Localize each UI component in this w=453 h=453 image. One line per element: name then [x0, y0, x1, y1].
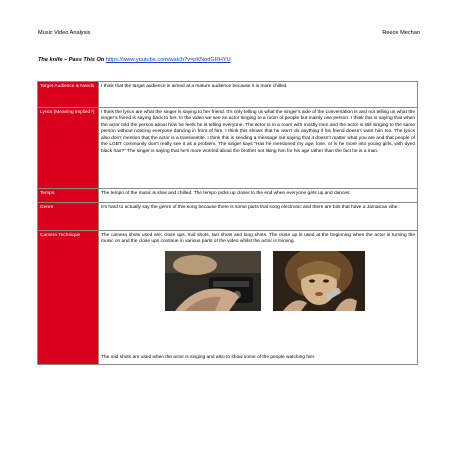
table-row	[38, 82, 418, 108]
row-text-lyrics: I think the lyrics are what the singer is saying to her friend. It’s only telling us what the singer’s side of the conversation is and not telling us what the singer’s friend is saying back to her. In the video we see an actor singing to a room of people but mainly one person. I think this is saying that when the actor told the person about how he feels he is telling everyone. The actor is in a room with mostly men and the actor is still singing to the same person without noticing everyone dancing in front of him. I think this shows that he won’t do anything if his friend doesn’t want him too. The lyrics also don’t mention that the actor is a transvestite. I think this is sending a message out saying that it doesn’t matter what you are and that people of the LGBT community don’t really see it as a problem. The singer says “Has he mentioned my age, love, or is he more into young girls, with dyed black hair?” The singer is saying that he’s more worried about the brother not liking him for his age rather than the fact he is a man.	[99, 108, 418, 189]
song-title: The knife – Pass This On	[38, 57, 105, 63]
still-close-up-singer	[273, 251, 365, 311]
table-row	[38, 189, 418, 203]
row-label-genre: Genre	[38, 203, 99, 231]
table-row	[38, 108, 418, 189]
still-close-up-hands	[165, 251, 261, 311]
row-label-camera: Camera Technique	[38, 231, 99, 365]
row-text-genre: It’s hard to actually say the genre of this song because there is some parts that song electronic and there are bits that have a Jamaican vibe.	[99, 203, 418, 231]
analysis-table	[37, 81, 418, 365]
doc-title: Music Video Analysis	[38, 30, 91, 36]
table-row	[38, 231, 418, 365]
table-row	[38, 203, 418, 231]
row-text-target-audience: I think that the target audience is aimed at a mature audience because it is more chilled.	[99, 82, 418, 108]
row-text-tempo: The tempo of the music is slow and chilled. The tempo picks up closer to the end when everyone gets up and dances.	[99, 189, 418, 203]
song-line	[38, 57, 231, 63]
camera-text: The camera shots used are; close ups, mid shots, two shots and long shots. The close up is used at the beginning when the actor is turning the music on and the close ups continue in various parts of the video whilst the actor is miming.	[101, 232, 415, 245]
camera-text-bottom: The mid shots are used when the actor is singing and also to show some of the people watching him.	[101, 355, 316, 361]
song-link[interactable]: https://www.youtube.com/watch?v=pKNodGRHYU	[105, 57, 231, 63]
row-label-tempo: Tempo	[38, 189, 99, 203]
row-label-target-audience: Target Audience & Needs	[38, 82, 99, 108]
video-stills	[147, 251, 407, 311]
row-text-camera	[99, 231, 418, 365]
author-name: Reece Mechan	[382, 30, 420, 36]
row-label-lyrics: Lyrics (Meaning implied?)	[38, 108, 99, 189]
